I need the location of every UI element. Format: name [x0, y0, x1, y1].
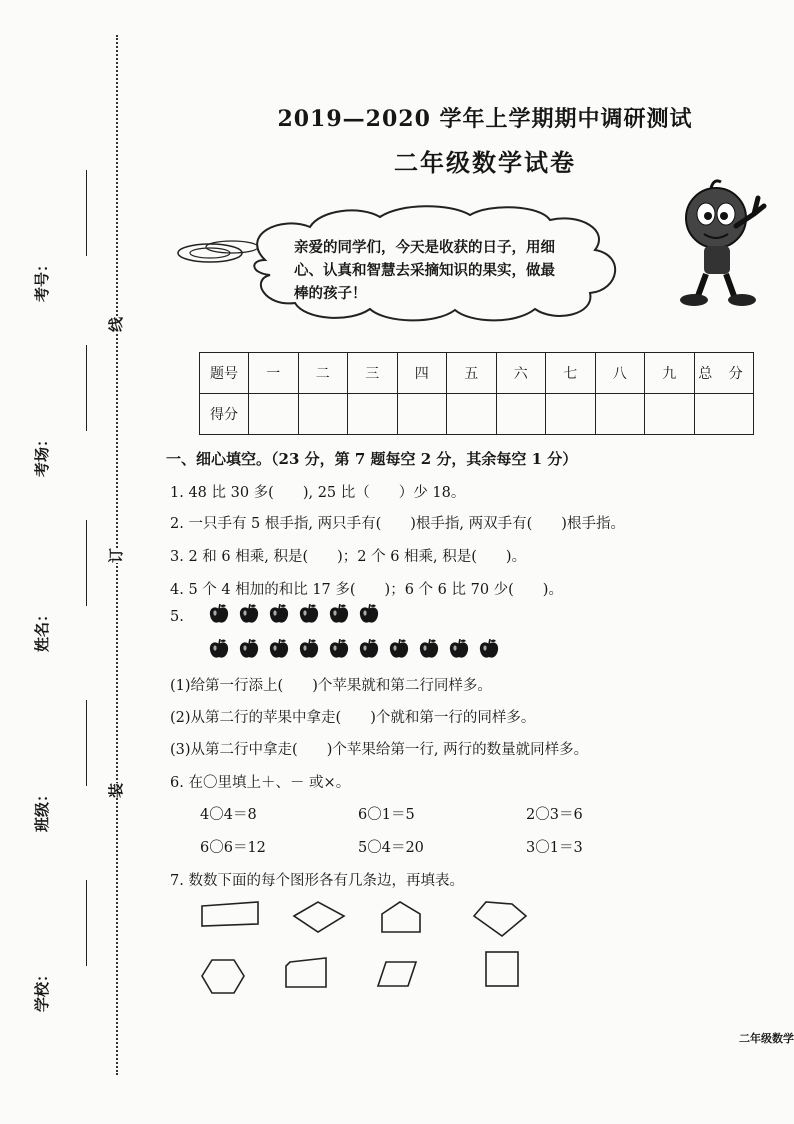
- quadrilateral-shape: [202, 902, 258, 926]
- apple-icon: [268, 603, 290, 625]
- notched-square-shape: [286, 958, 326, 987]
- apple-icon: [418, 638, 440, 660]
- score-cell[interactable]: [348, 394, 398, 435]
- apple-icon: [358, 603, 380, 625]
- question-5-3: (3)从第二行中拿走( )个苹果给第一行, 两行的数量就同样多。: [170, 742, 589, 758]
- equation: 5〇4＝20: [358, 840, 424, 856]
- table-cell: 题号: [200, 353, 249, 394]
- apple-icon: [298, 603, 320, 625]
- apple-icon: [358, 638, 380, 660]
- score-cell[interactable]: [645, 394, 695, 435]
- field-exam-room[interactable]: 考场：: [22, 345, 102, 465]
- table-row: [200, 394, 754, 435]
- question-2: 2. 一只手有 5 根手指, 两只手有( )根手指, 两双手有( )根手指。: [170, 516, 625, 532]
- table-cell: 三: [348, 353, 398, 394]
- field-school[interactable]: 学校：: [22, 880, 102, 1000]
- binding-char-order: 订: [103, 548, 128, 563]
- score-cell[interactable]: [694, 394, 753, 435]
- apple-icon: [328, 638, 350, 660]
- score-cell[interactable]: [249, 394, 299, 435]
- apple-icon: [238, 603, 260, 625]
- apple-icon: [238, 638, 260, 660]
- question-5-1: (1)给第一行添上( )个苹果就和第二行同样多。: [170, 678, 492, 694]
- apple-row-1: [208, 603, 380, 625]
- irregular-pentagon-shape: [474, 902, 526, 936]
- table-cell: 总 分: [694, 353, 753, 394]
- pentagon-shape: [382, 902, 420, 932]
- exam-subtitle: 二年级数学试卷: [394, 148, 576, 177]
- apple-row-2: [208, 638, 500, 660]
- apple-icon: [208, 603, 230, 625]
- score-cell[interactable]: [496, 394, 546, 435]
- table-cell: 八: [595, 353, 645, 394]
- table-cell: 二: [298, 353, 348, 394]
- parallelogram-shape: [378, 962, 416, 986]
- table-cell: 九: [645, 353, 695, 394]
- mascot-icon: [676, 176, 771, 311]
- field-class[interactable]: 班级：: [22, 700, 102, 820]
- equation: 3〇1＝3: [526, 840, 583, 856]
- score-cell[interactable]: [298, 394, 348, 435]
- table-cell: 一: [249, 353, 299, 394]
- binding-char-line: 线: [103, 317, 128, 332]
- apple-icon: [268, 638, 290, 660]
- score-table: [199, 352, 754, 435]
- section-heading: 一、细心填空。（23 分，第 7 题每空 2 分，其余每空 1 分）: [166, 450, 578, 468]
- table-cell: 五: [447, 353, 497, 394]
- binding-char-mount: 装: [103, 783, 128, 798]
- equation: 6〇6＝12: [200, 840, 266, 856]
- hexagon-shape: [202, 960, 244, 993]
- question-5-2: (2)从第二行的苹果中拿走( )个就和第一行的同样多。: [170, 710, 536, 726]
- field-exam-number[interactable]: 考号：: [22, 170, 102, 290]
- question-3: 3. 2 和 6 相乘, 积是( )；2 个 6 相乘, 积是( )。: [170, 549, 527, 565]
- score-cell[interactable]: [546, 394, 596, 435]
- apple-icon: [208, 638, 230, 660]
- field-name[interactable]: 姓名：: [22, 520, 102, 640]
- equation: 2〇3＝6: [526, 807, 583, 823]
- question-4: 4. 5 个 4 相加的和比 17 多( )；6 个 6 比 70 少( )。: [170, 582, 563, 598]
- question-7: 7. 数数下面的每个图形各有几条边，再填表。: [170, 873, 464, 889]
- question-1: 1. 48 比 30 多( ), 25 比（ ）少 18。: [170, 485, 466, 501]
- table-cell: 四: [397, 353, 447, 394]
- table-cell: 得分: [200, 394, 249, 435]
- exam-title: 2019—2020 学年上学期期中调研测试: [277, 106, 693, 132]
- table-cell: 六: [496, 353, 546, 394]
- square-shape: [486, 952, 518, 986]
- table-cell: 七: [546, 353, 596, 394]
- table-row: [200, 353, 754, 394]
- greeting-text: 亲爱的同学们，今天是收获的日子，用细 心、认真和智慧去采摘知识的果实，做最 棒的孩子！: [294, 239, 555, 302]
- rhombus-shape: [294, 902, 344, 932]
- apple-icon: [478, 638, 500, 660]
- apple-icon: [448, 638, 470, 660]
- score-cell[interactable]: [595, 394, 645, 435]
- shapes-figure: [196, 896, 536, 1001]
- footer-note: 二年级数学: [739, 1032, 794, 1045]
- equation: 6〇1＝5: [358, 807, 415, 823]
- question-6: 6. 在〇里填上＋、－ 或×。: [170, 775, 351, 791]
- apple-icon: [388, 638, 410, 660]
- score-cell[interactable]: [397, 394, 447, 435]
- question-5-label: 5.: [170, 609, 184, 625]
- apple-icon: [328, 603, 350, 625]
- apple-icon: [298, 638, 320, 660]
- score-cell[interactable]: [447, 394, 497, 435]
- equation: 4〇4＝8: [200, 807, 257, 823]
